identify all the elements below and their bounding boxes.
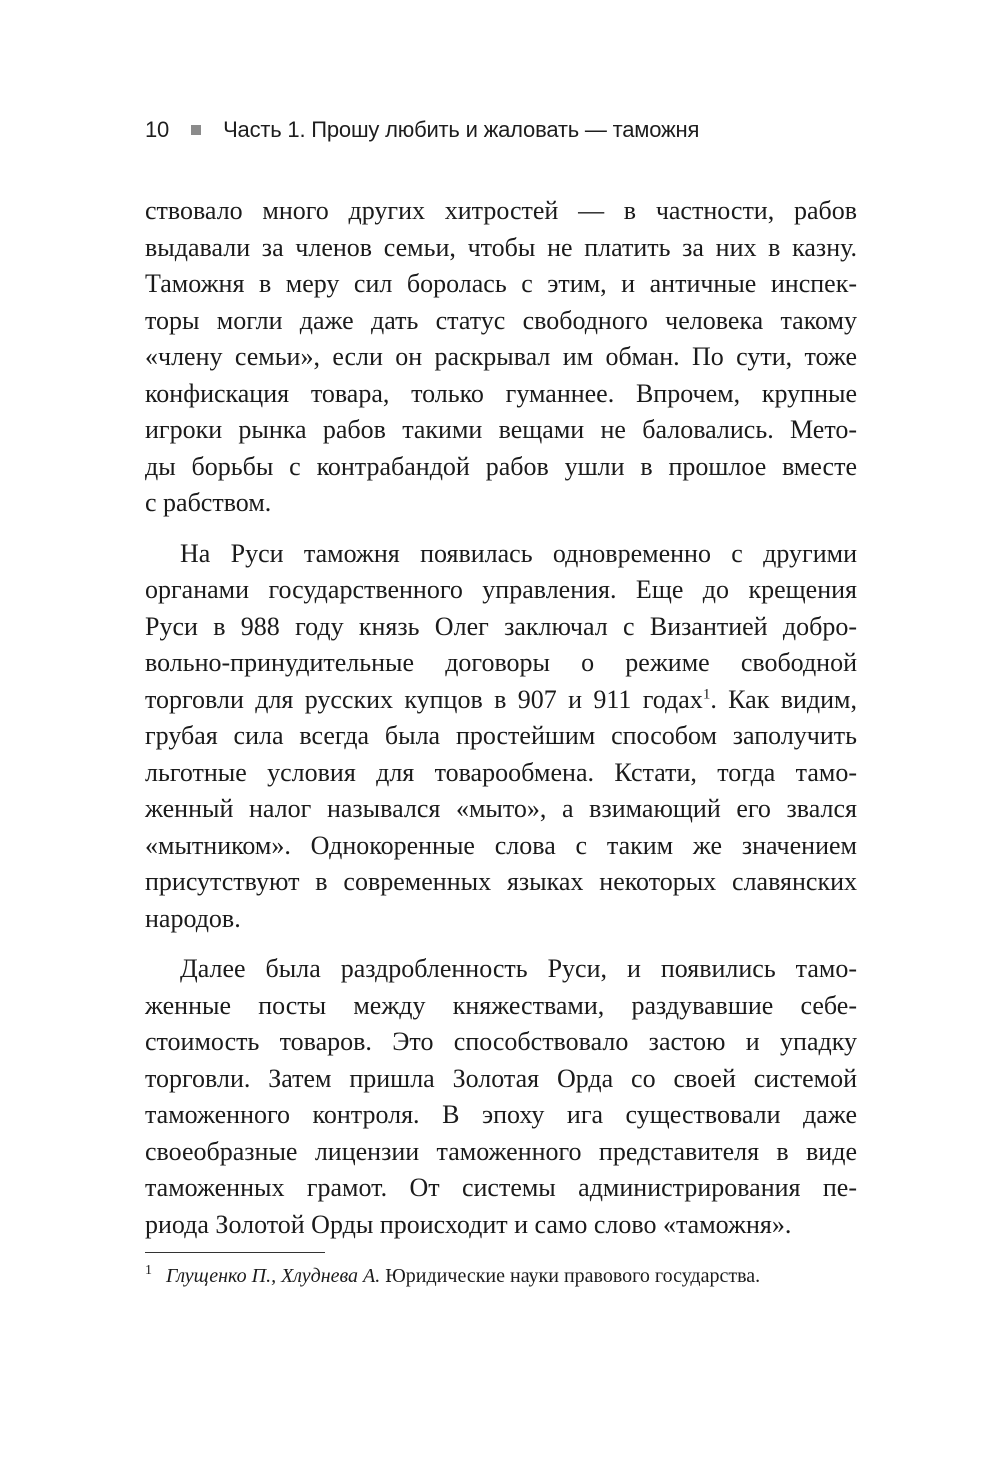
text-line: риода Золотой Орды происходит и само слово «таможня». [145, 1209, 792, 1239]
text-line: присутствуют в современных языках некоторых славянских [145, 867, 857, 896]
text-line: грубая сила всегда была простейшим способом заполучить [145, 721, 857, 750]
text-line: Далее была раздробленность Руси, и появились тамо- [180, 954, 857, 983]
text-line: народов. [145, 903, 241, 933]
text-line: с рабством. [145, 488, 272, 517]
footnote-number: 1 [145, 1263, 152, 1279]
footnote-reference[interactable]: 1 [702, 685, 711, 702]
text-line: конфискация товара, только гуманнее. Впрочем, крупные [145, 378, 857, 408]
text-line: стоимость товаров. Это способствовало застою и упадку [145, 1027, 857, 1056]
text-line: ды борьбы с контрабандой рабов ушли в прошлое вместе [145, 451, 857, 481]
text-line: таможенных грамот. От системы администрирования пе- [145, 1173, 857, 1202]
text-line: Руси в 988 году князь Олег заключал с Византией добро- [145, 611, 857, 641]
text-line: Таможня в меру сил боролась с этим, и античные инспек- [145, 269, 857, 298]
text-line: органами государственного управления. Еще до крещения [145, 575, 857, 604]
page-number: 10 [145, 117, 170, 142]
text-fragment: . Как видим, [710, 684, 857, 714]
text-line: выдавали за членов семьи, чтобы не платить за них в казну. [145, 232, 857, 262]
chapter-title: Часть 1. Прошу любить и жаловать — таможня [223, 117, 700, 142]
body-text [145, 193, 857, 1243]
text-line: своеобразные лицензии таможенного представителя в виде [145, 1136, 857, 1166]
text-line: таможенного контроля. В эпоху ига существовали даже [145, 1100, 857, 1129]
text-line: вольно-принудительные договоры о режиме свободной [145, 648, 857, 677]
footnote-title: Юридические науки правового государства. [380, 1265, 761, 1287]
footnote [145, 1262, 857, 1290]
text-line: ствовало много других хитростей — в частности, рабов [145, 196, 857, 225]
running-head [145, 113, 865, 147]
text-line: женный налог назывался «мыто», а взимающий его звался [145, 794, 857, 823]
text-fragment: торговли для русских купцов в 907 и 911 годах [145, 684, 703, 714]
text-line: На Руси таможня появилась одновременно с другими [180, 538, 857, 568]
text-line: игроки рынка рабов такими вещами не баловались. Мето- [145, 415, 857, 444]
text-line-with-footnote [145, 682, 857, 719]
text-line: «члену семьи», если он раскрывал им обман. По сути, тоже [145, 342, 857, 371]
text-line: «мытником». Однокоренные слова с таким же значением [145, 830, 857, 860]
text-line: торговли. Затем пришла Золотая Орда со своей системой [145, 1063, 857, 1093]
text-line: женные посты между княжествами, раздувавшие себе- [145, 990, 857, 1020]
footnote-divider [145, 1252, 325, 1253]
text-line: льготные условия для товарообмена. Кстати, тогда тамо- [145, 757, 857, 787]
square-separator-icon [191, 125, 201, 135]
footnote-authors: Глущенко П., Хлуднева А. [166, 1265, 381, 1287]
text-line: торы могли даже дать статус свободного человека такому [145, 305, 857, 335]
